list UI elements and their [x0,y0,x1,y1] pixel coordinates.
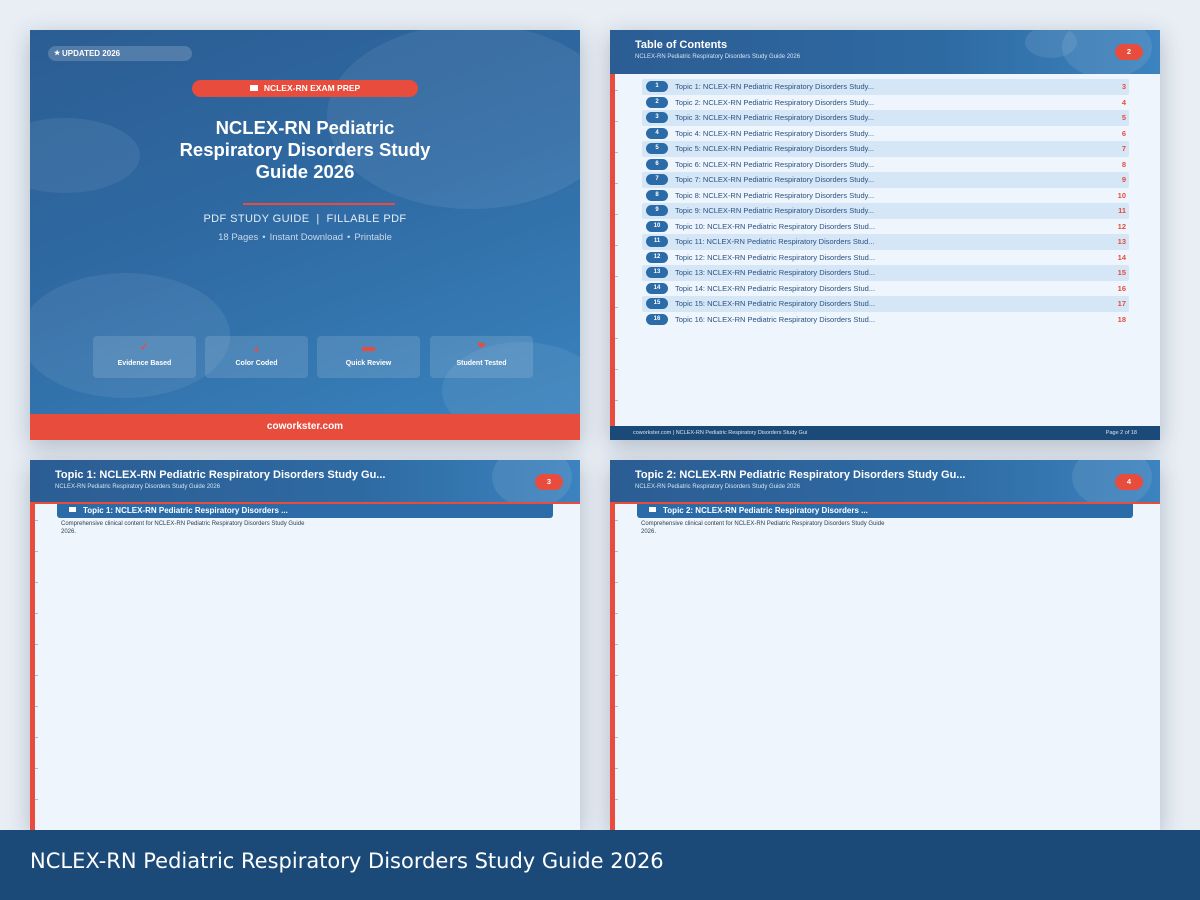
topic-page [610,460,1160,830]
meta-download: Instant Download [269,232,344,243]
toc-entry-title: Topic 8: NCLEX-RN Pediatric Respiratory Disorders Study... [675,190,875,200]
toc-number-badge: 9 [646,205,668,216]
toc-entry-title: Topic 4: NCLEX-RN Pediatric Respiratory Disorders Study... [675,128,875,138]
margin-tick [615,400,618,401]
margin-tick [615,276,618,277]
toc-list [642,79,1129,327]
updated-badge-label: UPDATED 2026 [62,49,121,58]
toc-page-number: 11 [1118,206,1126,215]
footer-page-indicator: Page 2 of 18 [1105,430,1137,436]
margin-tick [615,121,618,122]
margin-tick [615,675,618,676]
margin-tick [615,582,618,583]
feature-card [430,336,533,378]
margin-tick [35,799,38,800]
toc-number-badge: 2 [646,97,668,108]
topic-subtitle: NCLEX-RN Pediatric Respiratory Disorders Study Guide 2026 [55,484,221,490]
toc-page-number: 12 [1117,221,1126,231]
toc-row[interactable] [642,219,1129,235]
margin-tick [35,551,38,552]
toc-entry-title: Topic 1: NCLEX-RN Pediatric Respiratory Disorders Study... [675,82,875,91]
product-banner [0,830,1200,900]
topic-subtitle: NCLEX-RN Pediatric Respiratory Disorders Study Guide 2026 [635,484,801,490]
toc-row[interactable] [642,95,1129,111]
margin-tick [35,582,38,583]
margin-tick [615,338,618,339]
toc-header [610,30,1160,74]
margin-tick [35,706,38,707]
section-icon [649,507,656,512]
margin-tick [615,737,618,738]
toc-number-badge: 13 [646,267,668,278]
cover-title-line: Respiratory Disorders Study [179,139,431,160]
toc-page [610,30,1160,440]
section-header-label: Topic 2: NCLEX-RN Pediatric Respiratory Disorders ... [663,506,868,515]
section-body [641,520,981,536]
margin-tick [35,737,38,738]
topic-page [30,460,580,830]
feature-label: Color Coded [235,360,278,367]
toc-page-number: 9 [1121,175,1126,184]
page-number-badge: 4 [1115,474,1143,490]
cover-footer [30,414,580,440]
cover-title [70,117,540,183]
footer-left-text: coworkster.com | NCLEX-RN Pediatric Respiratory Disorders Study Gui [633,430,808,436]
toc-entry-title: Topic 10: NCLEX-RN Pediatric Respiratory Disorders Stud... [675,221,876,231]
body-line: 2026. [61,529,77,535]
title-divider [243,203,395,205]
toc-page-number: 6 [1121,128,1126,138]
margin-tick [615,551,618,552]
toc-page-number: 18 [1117,314,1126,324]
margin-tick [615,152,618,153]
star-icon: ★ [54,50,61,57]
toc-entry-title: Topic 13: NCLEX-RN Pediatric Respiratory Disorders Stud... [675,268,876,277]
toc-row[interactable] [642,296,1129,312]
margin-tick [615,644,618,645]
body-line: Comprehensive clinical content for NCLEX-RN Pediatric Respiratory Disorders Study Guide [61,521,305,527]
toc-footer [610,426,1160,440]
page-number-badge: 2 [1115,44,1143,60]
toc-number-badge: 8 [646,190,668,201]
margin-tick [35,768,38,769]
margin-tick [615,520,618,521]
card-icon: ▬ [362,339,375,354]
check-icon: ✓ [139,339,150,354]
margin-tick [615,706,618,707]
toc-page-number: 8 [1121,159,1126,169]
toc-page-number: 17 [1117,299,1126,308]
toc-row[interactable] [642,172,1129,188]
meta-pages: 18 Pages [218,232,259,243]
toc-page-number: 7 [1121,144,1126,153]
margin-tick [615,90,618,91]
toc-entry-title: Topic 7: NCLEX-RN Pediatric Respiratory Disorders Study... [675,175,875,184]
topic-header [30,460,580,504]
toc-page-number: 5 [1121,113,1126,122]
section-body [61,520,401,536]
meta-printable: Printable [354,232,392,243]
cover-page [30,30,580,440]
body-line: Comprehensive clinical content for NCLEX-RN Pediatric Respiratory Disorders Study Guide [641,521,885,527]
page-accent-bar [610,460,615,830]
toc-row[interactable] [642,250,1129,266]
toc-page-number: 10 [1117,190,1126,200]
toc-page-number: 13 [1117,237,1126,246]
topic-title: Topic 2: NCLEX-RN Pediatric Respiratory Disorders Study Gu... [635,469,966,481]
toc-page-number: 14 [1117,252,1126,262]
toc-entry-title: Topic 16: NCLEX-RN Pediatric Respiratory Disorders Stud... [675,314,876,324]
triangle-icon: ▲ [252,344,261,353]
feature-card [93,336,196,378]
feature-cards [93,336,533,378]
toc-number-badge: 14 [646,283,668,294]
toc-number-badge: 15 [646,298,668,309]
toc-entry-title: Topic 6: NCLEX-RN Pediatric Respiratory Disorders Study... [675,159,875,169]
toc-row[interactable] [642,126,1129,142]
toc-page-number: 3 [1121,82,1126,91]
cover-title-line: Guide 2026 [255,161,355,182]
toc-entry-title: Topic 11: NCLEX-RN Pediatric Respiratory Disorders Stud... [675,237,875,246]
cover-title-line: NCLEX-RN Pediatric [215,117,395,138]
margin-tick [615,613,618,614]
page-number-badge: 3 [535,474,563,490]
toc-row[interactable] [642,234,1129,250]
toc-row[interactable] [642,203,1129,219]
toc-page-number: 16 [1117,283,1126,293]
page-accent-bar [30,460,35,830]
toc-entry-title: Topic 15: NCLEX-RN Pediatric Respiratory Disorders Stud... [675,299,876,308]
toc-row[interactable] [642,265,1129,281]
toc-entry-title: Topic 3: NCLEX-RN Pediatric Respiratory Disorders Study... [675,113,875,122]
margin-tick [35,644,38,645]
section-icon [69,507,76,512]
toc-page-number: 4 [1121,97,1126,107]
section-header-label: Topic 1: NCLEX-RN Pediatric Respiratory Disorders ... [83,506,288,515]
feature-card [205,336,308,378]
cover-meta [30,232,580,243]
margin-tick [615,183,618,184]
toc-entry-title: Topic 14: NCLEX-RN Pediatric Respiratory Disorders Stud... [675,283,876,293]
book-icon [250,85,258,91]
margin-tick [615,307,618,308]
toc-number-badge: 5 [646,143,668,154]
margin-tick [35,520,38,521]
banner-title: NCLEX-RN Pediatric Respiratory Disorders Study Guide 2026 [30,849,664,873]
topic-title: Topic 1: NCLEX-RN Pediatric Respiratory Disorders Study Gu... [55,469,386,481]
toc-entry-title: Topic 5: NCLEX-RN Pediatric Respiratory Disorders Study... [675,144,875,153]
topic-header [610,460,1160,504]
feature-card [317,336,420,378]
margin-tick [615,369,618,370]
toc-number-badge: 10 [646,221,668,232]
toc-title: Table of Contents [635,39,728,51]
toc-number-badge: 3 [646,112,668,123]
feature-label: Student Tested [456,360,507,367]
footer-site-link[interactable]: coworkster.com [266,421,344,432]
margin-tick [35,613,38,614]
feature-label: Quick Review [345,360,392,367]
toc-entry-title: Topic 9: NCLEX-RN Pediatric Respiratory Disorders Study... [675,206,875,215]
heart-icon: ❤ [477,341,486,352]
format-line: PDF STUDY GUIDE | FILLABLE PDF [203,213,407,225]
toc-row[interactable] [642,281,1129,297]
exam-prep-label: NCLEX-RN EXAM PREP [263,83,361,93]
bullet-separator: • [262,232,266,243]
page-accent-bar [610,30,615,440]
exam-prep-pill [192,80,418,97]
section-header [57,504,553,518]
body-line: 2026. [641,529,657,535]
margin-tick [615,245,618,246]
toc-entry-title: Topic 12: NCLEX-RN Pediatric Respiratory Disorders Stud... [675,252,876,262]
toc-row[interactable] [642,312,1129,328]
toc-row[interactable] [642,157,1129,173]
section-header [637,504,1133,518]
feature-label: Evidence Based [117,360,172,367]
toc-number-badge: 16 [646,314,668,325]
margin-tick [615,768,618,769]
toc-row[interactable] [642,79,1129,95]
margin-tick [615,799,618,800]
toc-number-badge: 6 [646,159,668,170]
margin-tick [35,675,38,676]
toc-row[interactable] [642,110,1129,126]
toc-row[interactable] [642,141,1129,157]
toc-number-badge: 4 [646,128,668,139]
toc-row[interactable] [642,188,1129,204]
toc-subtitle: NCLEX-RN Pediatric Respiratory Disorders Study Guide 2026 [635,54,801,60]
bullet-separator: • [347,232,351,243]
toc-number-badge: 7 [646,174,668,185]
toc-entry-title: Topic 2: NCLEX-RN Pediatric Respiratory Disorders Study... [675,97,875,107]
toc-number-badge: 1 [646,81,668,92]
margin-tick [615,214,618,215]
updated-badge [48,46,192,61]
toc-number-badge: 11 [646,236,668,247]
toc-number-badge: 12 [646,252,668,263]
toc-page-number: 15 [1117,268,1126,277]
